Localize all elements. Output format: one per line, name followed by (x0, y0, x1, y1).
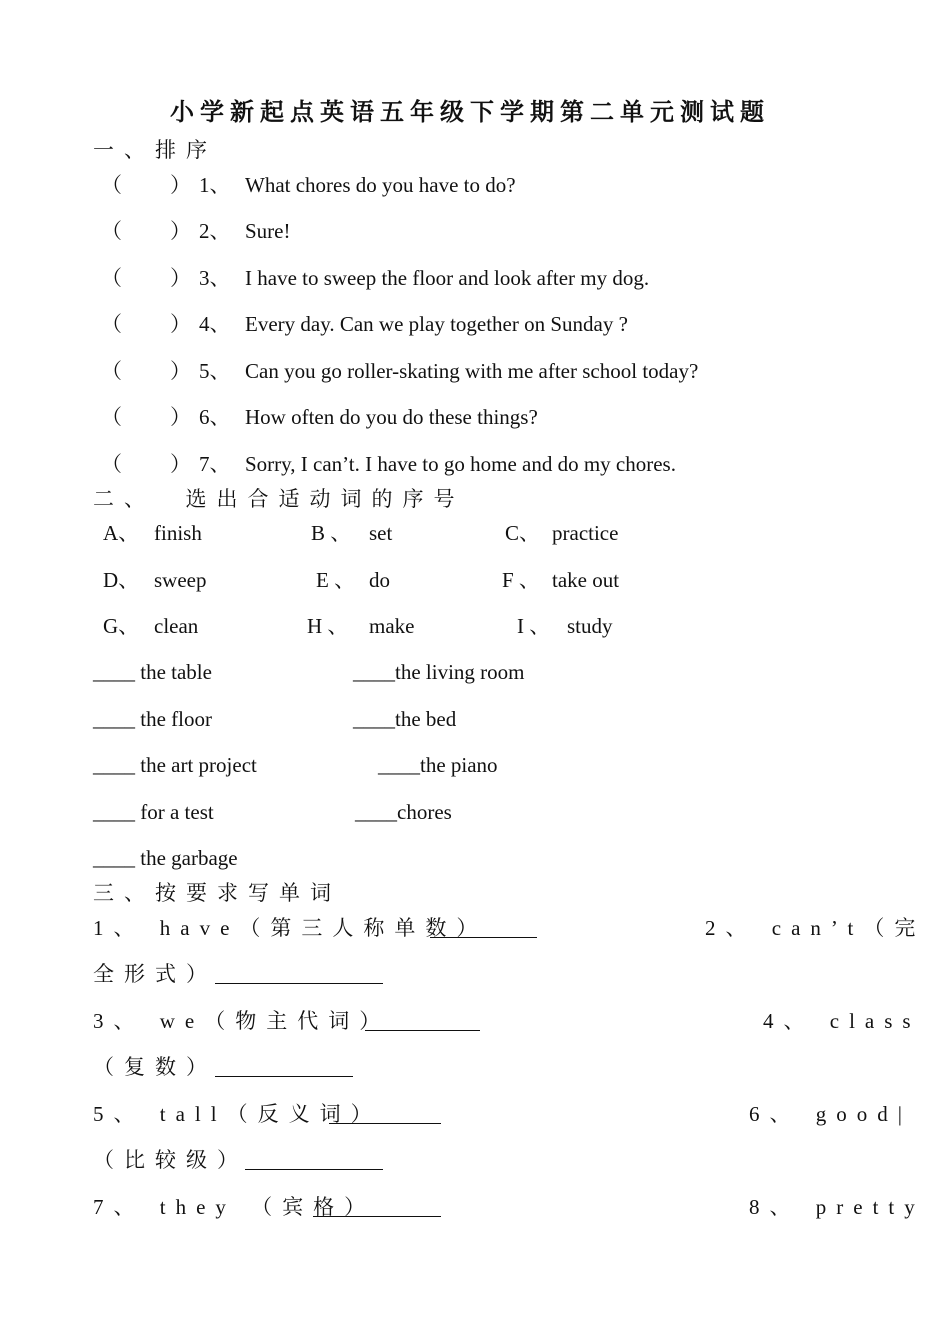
question-2-continued: 全形式） (93, 962, 217, 986)
answer-paren-left: （ (101, 266, 122, 290)
phrase-item: ____ the floor (93, 707, 212, 731)
section1-heading: 一、排序 (93, 138, 217, 162)
item-number: 1、 (199, 173, 231, 197)
answer-paren-left: （ (101, 359, 122, 383)
section2-heading: 二、 选出合适动词的序号 (93, 487, 465, 511)
option-word: sweep (154, 568, 207, 592)
answer-blank[interactable] (430, 937, 537, 938)
question-1: 1、 have（第三人称单数） (93, 916, 488, 940)
answer-paren-left: （ (101, 173, 122, 197)
item-number: 6、 (199, 405, 231, 429)
question-8: 8、 pretty (749, 1195, 925, 1219)
phrase-item: ____ the table (93, 660, 212, 684)
question-4: 4、 class (763, 1009, 921, 1033)
question-2: 2、 can’t（完 (705, 916, 926, 940)
item-text: Can you go roller-skating with me after school today? (245, 359, 699, 383)
page-title: 小学新起点英语五年级下学期第二单元测试题 (170, 100, 770, 126)
item-number: 7、 (199, 452, 231, 476)
phrase-item: ____ the art project (93, 753, 257, 777)
answer-paren-left: （ (101, 219, 122, 243)
item-number: 4、 (199, 312, 231, 336)
answer-blank[interactable] (313, 1216, 441, 1217)
answer-paren-right: ） (170, 452, 191, 476)
option-letter: C、 (505, 521, 541, 545)
item-text: Every day. Can we play together on Sunday ? (245, 312, 628, 336)
answer-paren-right: ） (170, 173, 191, 197)
answer-paren-left: （ (101, 405, 122, 429)
answer-paren-right: ） (170, 312, 191, 336)
answer-paren-left: （ (101, 452, 122, 476)
option-letter: F 、 (502, 568, 540, 592)
item-number: 3、 (199, 266, 231, 290)
answer-paren-left: （ (101, 312, 122, 336)
option-letter: E 、 (316, 568, 356, 592)
question-6: 6、 good| (749, 1102, 912, 1126)
option-letter: A、 (103, 521, 140, 545)
answer-blank[interactable] (329, 1123, 441, 1124)
answer-blank[interactable] (365, 1030, 480, 1031)
option-letter: I 、 (517, 614, 551, 638)
answer-paren-right: ） (170, 405, 191, 429)
answer-blank[interactable] (215, 1076, 353, 1077)
option-word: finish (154, 521, 202, 545)
option-word: take out (552, 568, 620, 592)
phrase-item: ____ for a test (93, 800, 214, 824)
option-letter: D、 (103, 568, 140, 592)
answer-paren-right: ） (170, 266, 191, 290)
option-word: set (369, 521, 393, 545)
phrase-item: ____ the garbage (93, 846, 238, 870)
phrase-item: ____the piano (378, 753, 498, 777)
phrase-item: ____chores (355, 800, 452, 824)
option-word: study (567, 614, 613, 638)
item-number: 2、 (199, 219, 231, 243)
option-letter: H 、 (307, 614, 349, 638)
section3-heading: 三、按要求写单词 (93, 881, 341, 905)
question-3: 3、 we（物主代词） (93, 1009, 391, 1033)
option-letter: G、 (103, 614, 140, 638)
answer-blank[interactable] (245, 1169, 383, 1170)
item-number: 5、 (199, 359, 231, 383)
option-word: clean (154, 614, 199, 638)
answer-paren-right: ） (170, 219, 191, 243)
question-7: 7、 they （宾格） (93, 1195, 376, 1219)
question-4-continued: （复数） (93, 1055, 217, 1079)
phrase-item: ____the living room (353, 660, 525, 684)
item-text: I have to sweep the floor and look after my dog. (245, 266, 650, 290)
option-word: make (369, 614, 415, 638)
item-text: How often do you do these things? (245, 405, 538, 429)
item-text: Sorry, I can’t. I have to go home and do my chores. (245, 452, 676, 476)
answer-paren-right: ） (170, 359, 191, 383)
answer-blank[interactable] (215, 983, 383, 984)
option-word: do (369, 568, 390, 592)
phrase-item: ____the bed (353, 707, 457, 731)
item-text: What chores do you have to do? (245, 173, 516, 197)
item-text: Sure! (245, 219, 291, 243)
question-6-continued: （比较级） (93, 1148, 248, 1172)
option-letter: B 、 (311, 521, 352, 545)
option-word: practice (552, 521, 619, 545)
question-5: 5、 tall（反义词） (93, 1102, 382, 1126)
